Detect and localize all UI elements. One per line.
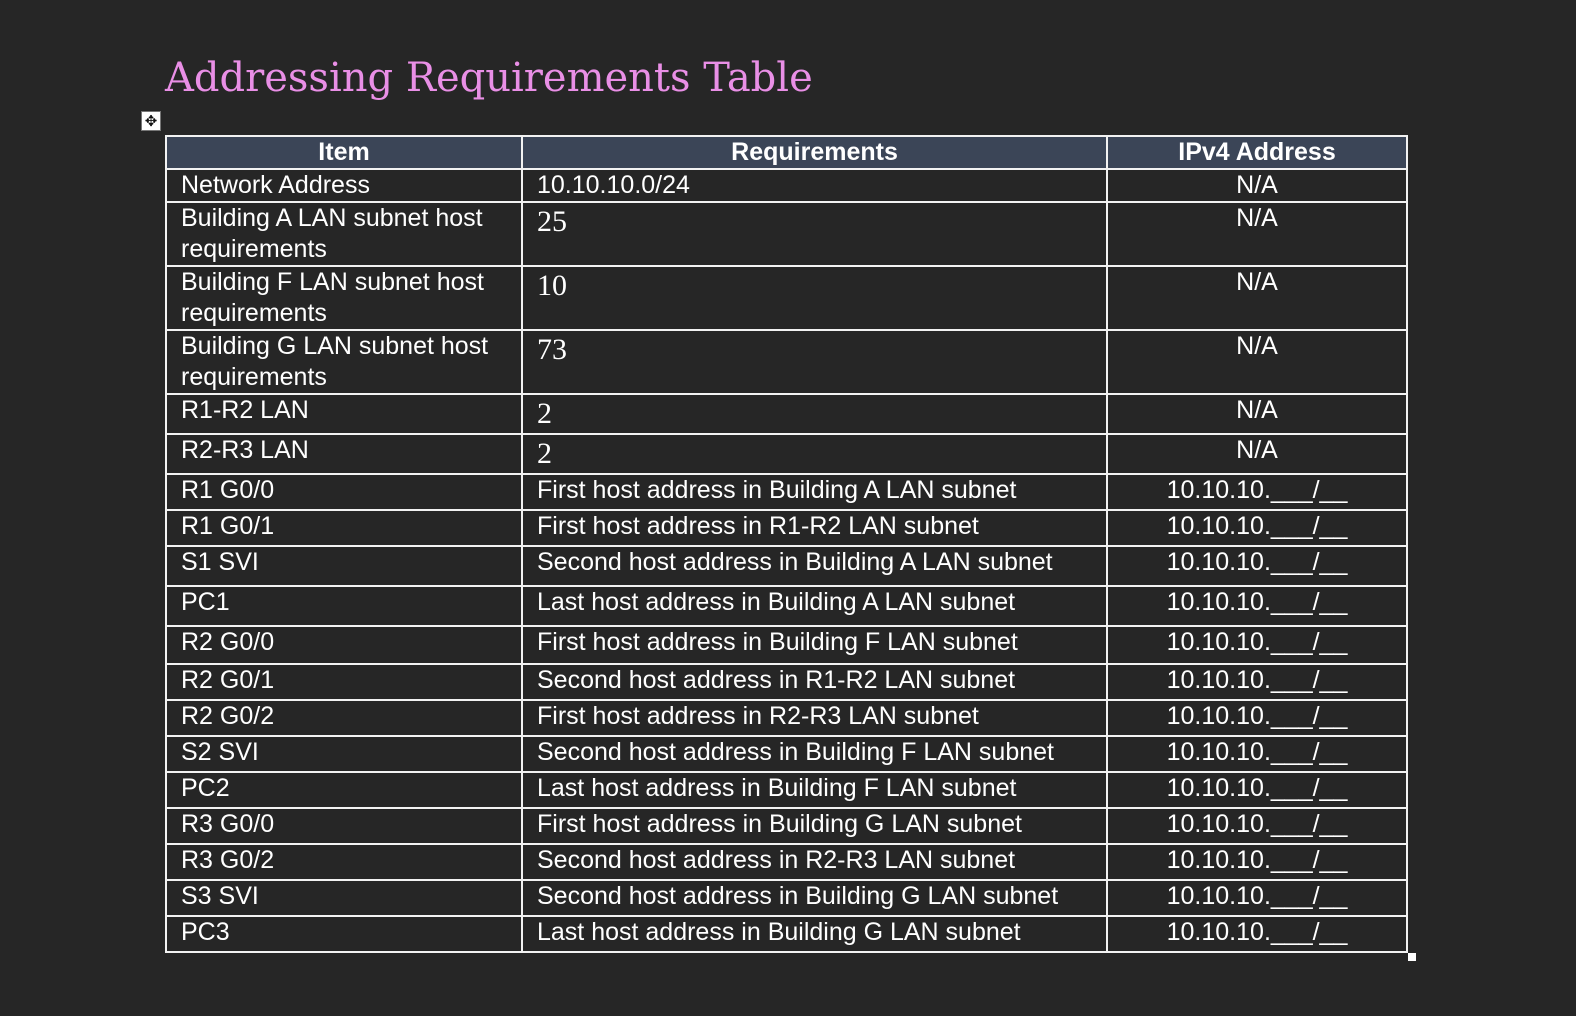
cell-requirements[interactable]: First host address in Building F LAN subnet: [522, 626, 1107, 664]
table-row: [166, 772, 1407, 808]
header-ipv4-address: IPv4 Address: [1107, 136, 1407, 169]
cell-requirements[interactable]: First host address in R1-R2 LAN subnet: [522, 510, 1107, 546]
cell-item[interactable]: PC3: [166, 916, 522, 952]
cell-item[interactable]: R2-R3 LAN: [166, 434, 522, 474]
cell-item[interactable]: Building A LAN subnet host requirements: [166, 202, 522, 266]
table-row: [166, 169, 1407, 202]
cell-requirements[interactable]: Second host address in R1-R2 LAN subnet: [522, 664, 1107, 700]
cell-requirements[interactable]: Last host address in Building F LAN subnet: [522, 772, 1107, 808]
table-row: [166, 880, 1407, 916]
cell-ipv4[interactable]: 10.10.10.___/__: [1107, 880, 1407, 916]
cell-ipv4[interactable]: 10.10.10.___/__: [1107, 916, 1407, 952]
cell-ipv4[interactable]: N/A: [1107, 434, 1407, 474]
table-row: [166, 330, 1407, 394]
table-row: [166, 736, 1407, 772]
cell-item[interactable]: R1-R2 LAN: [166, 394, 522, 434]
cell-ipv4[interactable]: 10.10.10.___/__: [1107, 626, 1407, 664]
table-row: [166, 434, 1407, 474]
table-header-row: [166, 136, 1407, 169]
table-row: [166, 808, 1407, 844]
cell-ipv4[interactable]: 10.10.10.___/__: [1107, 510, 1407, 546]
cell-requirements[interactable]: Second host address in Building F LAN subnet: [522, 736, 1107, 772]
cell-ipv4[interactable]: N/A: [1107, 394, 1407, 434]
table-row: [166, 916, 1407, 952]
cell-ipv4[interactable]: N/A: [1107, 202, 1407, 266]
cell-requirements[interactable]: Second host address in Building G LAN subnet: [522, 880, 1107, 916]
cell-item[interactable]: S2 SVI: [166, 736, 522, 772]
table-move-handle-icon[interactable]: ✥: [141, 111, 161, 131]
table-row: [166, 510, 1407, 546]
cell-requirements[interactable]: Second host address in Building A LAN subnet: [522, 546, 1107, 586]
cell-requirements[interactable]: First host address in Building G LAN subnet: [522, 808, 1107, 844]
cell-ipv4[interactable]: 10.10.10.___/__: [1107, 808, 1407, 844]
table-row: [166, 586, 1407, 626]
cell-ipv4[interactable]: N/A: [1107, 169, 1407, 202]
table-row: [166, 394, 1407, 434]
cell-item[interactable]: R2 G0/1: [166, 664, 522, 700]
cell-item[interactable]: PC1: [166, 586, 522, 626]
cell-ipv4[interactable]: 10.10.10.___/__: [1107, 586, 1407, 626]
cell-ipv4[interactable]: 10.10.10.___/__: [1107, 700, 1407, 736]
cell-ipv4[interactable]: 10.10.10.___/__: [1107, 546, 1407, 586]
cell-item[interactable]: Building G LAN subnet host requirements: [166, 330, 522, 394]
cell-item[interactable]: R1 G0/1: [166, 510, 522, 546]
cell-ipv4[interactable]: 10.10.10.___/__: [1107, 474, 1407, 510]
table-row: [166, 474, 1407, 510]
cell-item[interactable]: S3 SVI: [166, 880, 522, 916]
table-row: [166, 664, 1407, 700]
cell-requirements[interactable]: 2: [522, 394, 1107, 434]
header-requirements: Requirements: [522, 136, 1107, 169]
table-resize-handle[interactable]: [1408, 953, 1416, 961]
table-row: [166, 844, 1407, 880]
cell-ipv4[interactable]: 10.10.10.___/__: [1107, 736, 1407, 772]
addressing-table: [165, 135, 1408, 953]
table-row: [166, 266, 1407, 330]
cell-item[interactable]: Building F LAN subnet host requirements: [166, 266, 522, 330]
cell-item[interactable]: R2 G0/2: [166, 700, 522, 736]
table-row: [166, 546, 1407, 586]
cell-requirements[interactable]: 2: [522, 434, 1107, 474]
cell-requirements[interactable]: 10.10.10.0/24: [522, 169, 1107, 202]
cell-requirements[interactable]: Last host address in Building A LAN subnet: [522, 586, 1107, 626]
cell-item[interactable]: R3 G0/0: [166, 808, 522, 844]
cell-ipv4[interactable]: N/A: [1107, 330, 1407, 394]
page-title: Addressing Requirements Table: [165, 55, 813, 101]
cell-item[interactable]: PC2: [166, 772, 522, 808]
cell-ipv4[interactable]: N/A: [1107, 266, 1407, 330]
cell-requirements[interactable]: 73: [522, 330, 1107, 394]
cell-item[interactable]: R3 G0/2: [166, 844, 522, 880]
cell-requirements[interactable]: 10: [522, 266, 1107, 330]
header-item: Item: [166, 136, 522, 169]
table-row: [166, 626, 1407, 664]
cell-requirements[interactable]: 25: [522, 202, 1107, 266]
cell-ipv4[interactable]: 10.10.10.___/__: [1107, 772, 1407, 808]
cell-requirements[interactable]: First host address in Building A LAN subnet: [522, 474, 1107, 510]
cell-requirements[interactable]: Last host address in Building G LAN subnet: [522, 916, 1107, 952]
cell-item[interactable]: Network Address: [166, 169, 522, 202]
cell-item[interactable]: R2 G0/0: [166, 626, 522, 664]
cell-ipv4[interactable]: 10.10.10.___/__: [1107, 844, 1407, 880]
table-row: [166, 202, 1407, 266]
cell-requirements[interactable]: Second host address in R2-R3 LAN subnet: [522, 844, 1107, 880]
cell-item[interactable]: R1 G0/0: [166, 474, 522, 510]
cell-requirements[interactable]: First host address in R2-R3 LAN subnet: [522, 700, 1107, 736]
table-row: [166, 700, 1407, 736]
cell-ipv4[interactable]: 10.10.10.___/__: [1107, 664, 1407, 700]
cell-item[interactable]: S1 SVI: [166, 546, 522, 586]
